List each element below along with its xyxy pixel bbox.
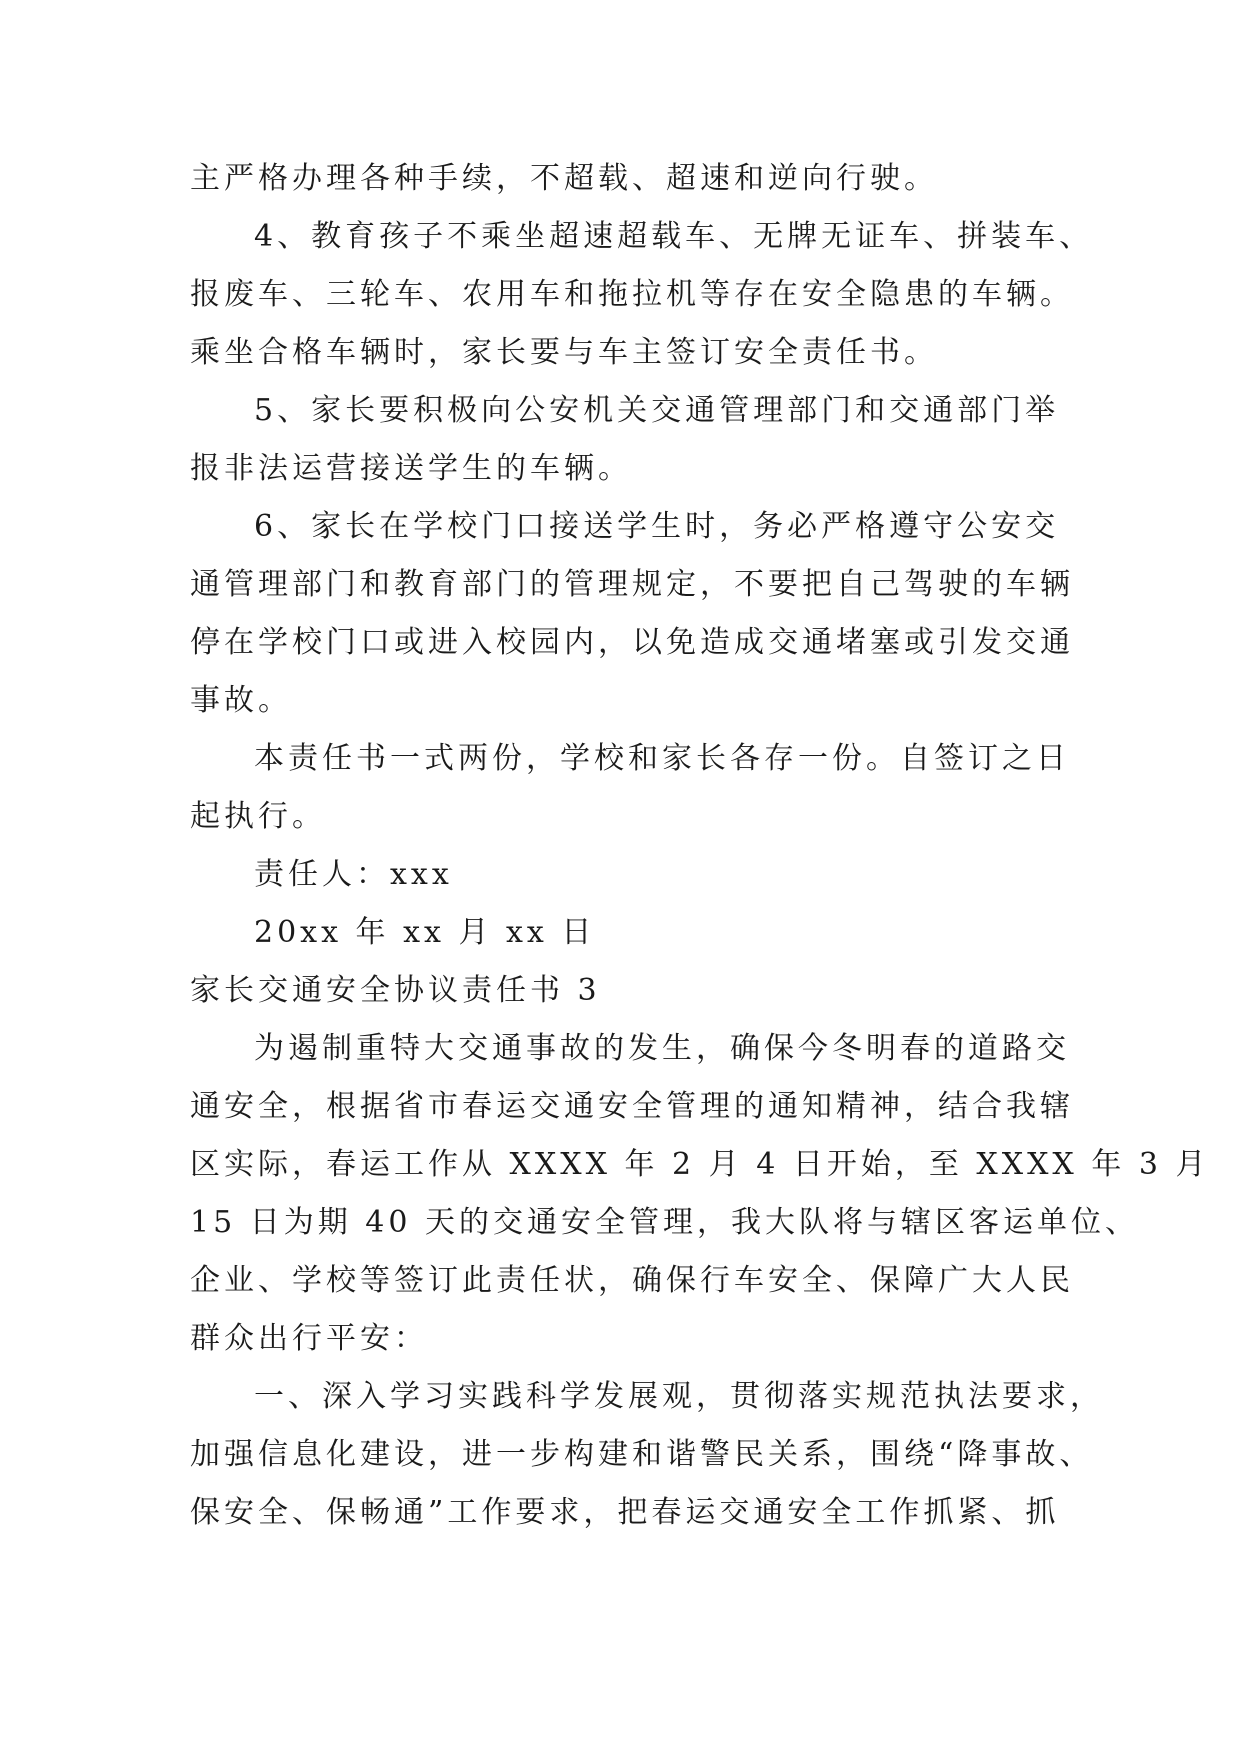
text-line: 企业、学校等签订此责任状，确保行车安全、保障广大人民 bbox=[190, 1263, 1074, 1298]
text-line: 为遏制重特大交通事故的发生，确保今冬明春的道路交 bbox=[254, 1031, 1070, 1066]
text-line: 事故。 bbox=[190, 683, 292, 718]
text-line: 加强信息化建设，进一步构建和谐警民关系，围绕“降事故、 bbox=[190, 1437, 1094, 1472]
text-line: 保安全、保畅通”工作要求，把春运交通安全工作抓紧、抓 bbox=[190, 1495, 1060, 1530]
signatory-line: 责任人：xxx bbox=[254, 857, 453, 892]
document-body bbox=[190, 150, 1210, 1542]
text-line: 群众出行平安： bbox=[190, 1321, 428, 1356]
text-line: 乘坐合格车辆时，家长要与车主签订安全责任书。 bbox=[190, 335, 938, 370]
text-line: 区实际，春运工作从 XXXX 年 2 月 4 日开始，至 XXXX 年 3 月 bbox=[190, 1147, 1210, 1182]
text-line: 6、家长在学校门口接送学生时，务必严格遵守公安交 bbox=[254, 509, 1060, 544]
text-line: 停在学校门口或进入校园内，以免造成交通堵塞或引发交通 bbox=[190, 625, 1074, 660]
text-line: 5、家长要积极向公安机关交通管理部门和交通部门举 bbox=[254, 393, 1060, 428]
text-line: 一、深入学习实践科学发展观，贯彻落实规范执法要求， bbox=[254, 1379, 1104, 1414]
date-line: 20xx 年 xx 月 xx 日 bbox=[254, 915, 596, 950]
text-line: 报废车、三轮车、农用车和拖拉机等存在安全隐患的车辆。 bbox=[190, 277, 1074, 312]
text-line: 起执行。 bbox=[190, 799, 326, 834]
text-line: 报非法运营接送学生的车辆。 bbox=[190, 451, 632, 486]
section-title: 家长交通安全协议责任书 3 bbox=[190, 973, 601, 1008]
text-line: 15 日为期 40 天的交通安全管理，我大队将与辖区客运单位、 bbox=[190, 1205, 1139, 1240]
text-line: 4、教育孩子不乘坐超速超载车、无牌无证车、拼装车、 bbox=[254, 219, 1094, 254]
text-line: 通安全，根据省市春运交通安全管理的通知精神，结合我辖 bbox=[190, 1089, 1074, 1124]
text-line: 本责任书一式两份，学校和家长各存一份。自签订之日 bbox=[254, 741, 1070, 776]
text-line: 通管理部门和教育部门的管理规定，不要把自己驾驶的车辆 bbox=[190, 567, 1074, 602]
text-line: 主严格办理各种手续，不超载、超速和逆向行驶。 bbox=[190, 161, 938, 196]
